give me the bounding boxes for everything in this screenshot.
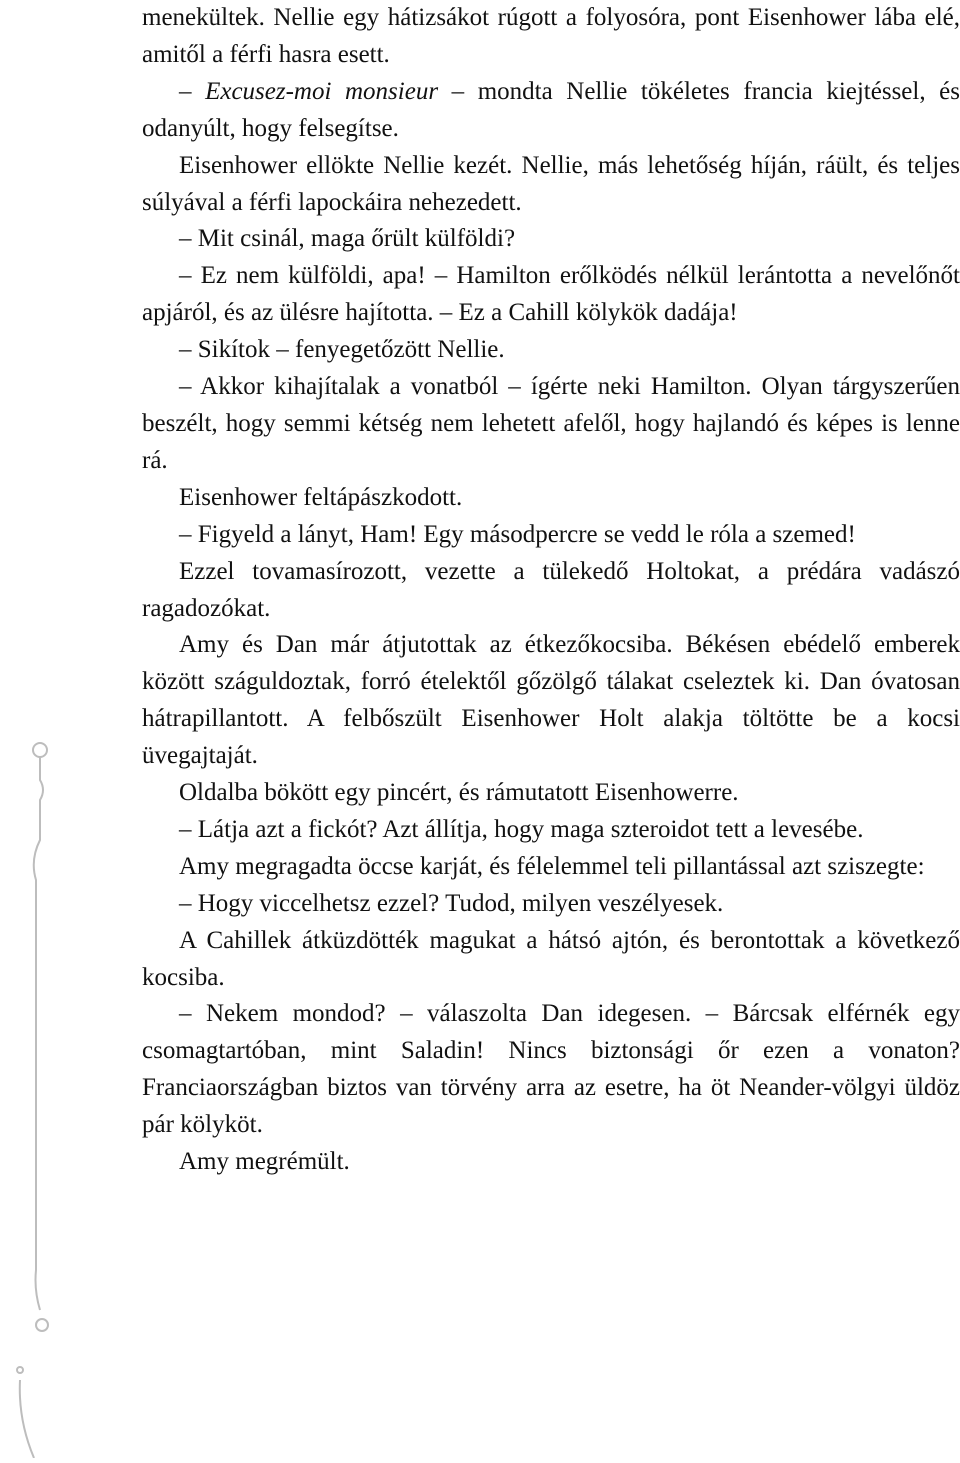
paragraph: Eisenhower ellökte Nellie kezét. Nellie, más lehetőség híján, ráült, és teljes súlyával a férfi lapockáira nehezedett.	[142, 151, 960, 216]
margin-ornament	[0, 730, 60, 1458]
paragraph: – Sikítok – fenyegetőzött Nellie.	[179, 336, 505, 364]
paragraph: – Figyeld a lányt, Ham! Egy másodpercre se vedd le róla a szemed!	[179, 520, 856, 548]
italic-phrase: Excusez-moi monsieur	[205, 77, 439, 105]
dialog-dash: –	[179, 77, 206, 105]
paragraph: – Hogy viccelhetsz ezzel? Tudod, milyen veszélyesek.	[179, 889, 724, 917]
paragraph: menekültek. Nellie egy hátizsákot rúgott a folyosóra, pont Eisenhower lába elé, amitől a férfi hasra esett.	[142, 4, 960, 68]
paragraph: Oldalba bökött egy pincért, és rámutatott Eisenhowerre.	[179, 779, 739, 807]
paragraph	[142, 74, 960, 148]
paragraph: A Cahillek átküzdötték magukat a hátsó ajtón, és berontottak a következő kocsiba.	[142, 926, 960, 991]
paragraph: Ezzel tovamasírozott, vezette a tülekedő Holtokat, a prédára vadászó ragadozókat.	[142, 557, 960, 622]
paragraph: – Mit csinál, maga őrült külföldi?	[179, 225, 516, 253]
paragraph-text: – mondta Nellie tökéletes francia kiejtéssel, és odanyúlt, hogy felsegítse.	[142, 77, 960, 142]
paragraph: Amy megragadta öccse karját, és félelemmel teli pillantással azt sziszegte:	[179, 852, 925, 880]
paragraph: – Ez nem külföldi, apa! – Hamilton erőlködés nélkül lerántotta a nevelőnőt apjáról, és az ülésre hajította. – Ez a Cahill kölykök dadája!	[142, 262, 960, 327]
margin-ornament-drawing	[0, 730, 60, 1458]
page-text	[142, 0, 960, 1181]
paragraph: – Akkor kihajítalak a vonatból – ígérte neki Hamilton. Olyan tárgyszerűen beszélt, hogy semmi kétség nem lehetett afelől, hogy hajlandó és képes is lenne rá.	[142, 373, 960, 474]
paragraph: Amy és Dan már átjutottak az étkezőkocsiba. Békésen ebédelő emberek között száguldoztak, forró ételektől gőzölgő tálakat cseleztek ki. Dan óvatosan hátrapillantott. A felbőszült Eisenhower Holt alakja töltötte be a kocsi üvegajtaját.	[142, 631, 960, 770]
paragraph: – Nekem mondod? – válaszolta Dan idegesen. – Bárcsak elférnék egy csomagtartóban, mint Saladin! Nincs biztonsági őr ezen a vonaton? Franciaországban biztos van törvény arra az esetre, ha öt Neander-völgyi üldöz pár kölyköt.	[142, 1000, 960, 1139]
paragraph: Amy megrémült.	[179, 1148, 350, 1176]
paragraph: – Látja azt a fickót? Azt állítja, hogy maga szteroidot tett a levesébe.	[179, 815, 864, 843]
paragraph: Eisenhower feltápászkodott.	[179, 483, 463, 511]
